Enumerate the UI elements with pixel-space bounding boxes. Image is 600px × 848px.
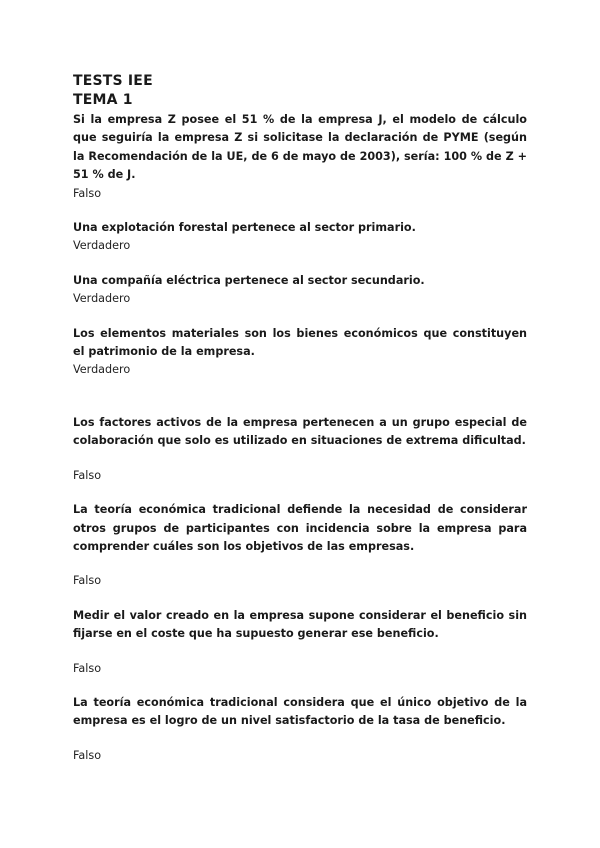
- question-item: [73, 219, 527, 256]
- question-item: [73, 501, 527, 591]
- question-text: Una explotación forestal pertenece al sector primario.: [73, 221, 416, 235]
- question-text: Los elementos materiales son los bienes económicos que constituyen el patrimonio de la empresa.: [73, 326, 527, 359]
- section-title: TEMA 1: [73, 92, 133, 108]
- question-answer: Falso: [73, 748, 102, 762]
- question-answer: Falso: [73, 574, 102, 588]
- document-title: TESTS IEE: [73, 73, 153, 89]
- question-text: Medir el valor creado en la empresa supone considerar el beneficio sin fijarse en el coste que ha supuesto generar ese beneficio.: [73, 608, 527, 641]
- question-answer: Falso: [73, 468, 102, 482]
- question-text: Los factores activos de la empresa pertenecen a un grupo especial de colaboración que solo es utilizado en situaciones de extrema dificultad.: [73, 415, 527, 448]
- question-answer: Verdadero: [73, 363, 131, 377]
- question-text: La teoría económica tradicional considera que el único objetivo de la empresa es el logro de un nivel satisfactorio de la tasa de beneficio.: [73, 695, 527, 728]
- question-item: [73, 272, 527, 309]
- question-answer: Falso: [73, 186, 102, 200]
- question-item: [73, 414, 527, 485]
- document-page: [73, 72, 527, 765]
- question-text: La teoría económica tradicional defiende la necesidad de considerar otros grupos de participantes con incidencia sobre la empresa para comprender cuáles son los objetivos de las empresas.: [73, 503, 527, 553]
- question-answer: Verdadero: [73, 292, 131, 306]
- question-item: [73, 607, 527, 678]
- question-answer: Verdadero: [73, 239, 131, 253]
- question-answer: Falso: [73, 661, 102, 675]
- question-item: [73, 325, 527, 380]
- question-item: [73, 111, 527, 203]
- question-item: [73, 694, 527, 765]
- question-text: Una compañía eléctrica pertenece al sector secundario.: [73, 273, 425, 287]
- question-text: Si la empresa Z posee el 51 % de la empresa J, el modelo de cálculo que seguiría la empresa Z si solicitase la declaración de PYME (según la Recomendación de la UE, de 6 de mayo de 2003), sería: 100 % de Z + 51 % de J.: [73, 113, 527, 182]
